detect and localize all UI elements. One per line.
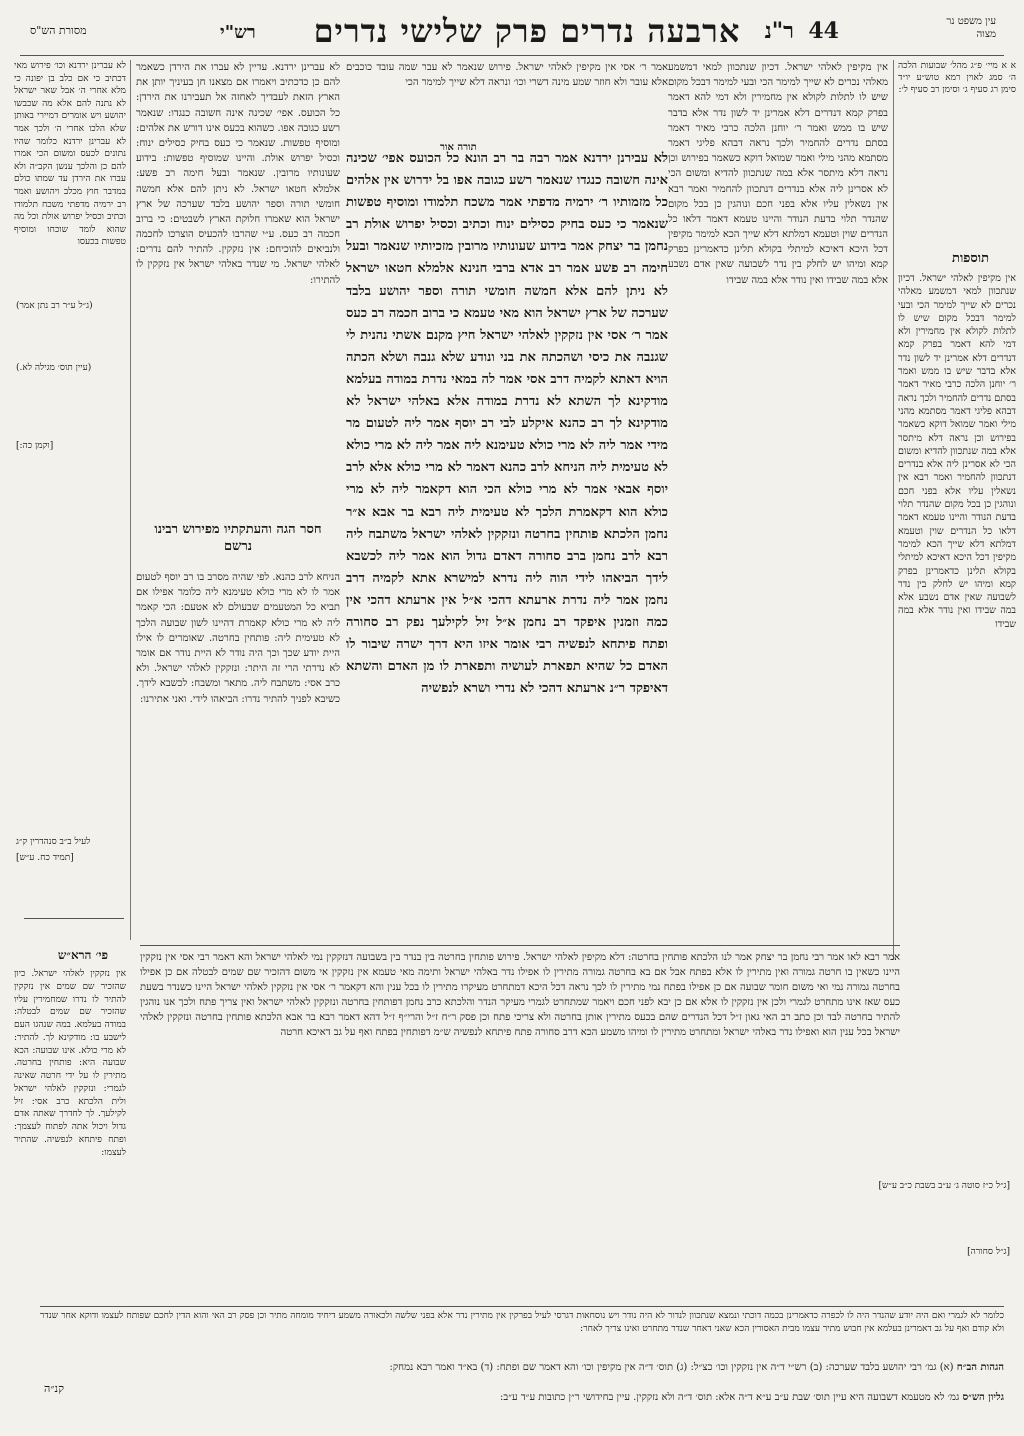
rashi-lower-column: הניחא לרב כהנא. לפי שהיה מסרב בו רב יוסף לטעום אמר לו לא מרי כולא טעימנא ליה כלומר אפילו אם תביא כל המטעמים שבעולם לא אטעם: הכי קאמר ליה לא מרי כולא קאמרת דהיינו לשון שבועה הלכך לא טעימית ליה: פותחין בחרטה. שאומרים לו אילו היית יודע שכך וכך היה נודר לא היית נודר אם אומר לא נדרתי הרי זה היתר: ונזקקין לאלהי ישראל. ולא כרב אסי: משתבח ליה. מתאר ומשבח: לכשבא לידך. כשיבא לפניך להתיר נדרו: הביאהו לידי. ואני אתירנו: [136,572,340,705]
margin-note: [וקמן כה:] [16,441,54,451]
masoret-hashas-label: מסורת הש"ס [30,24,87,37]
tosafot-heading: תוספות [952,251,989,266]
section-rule [140,945,900,946]
margin-note: (ג״ל ע״ר רב נתן אמר) [16,301,93,311]
rosh-heading: פי׳ הרא״ש [57,948,109,962]
margin-note: לעיל ב״ב סנהדרין ק״ג [16,837,91,847]
hagahot-section [40,1360,1004,1375]
ein-mishpat-label: עין משפט נר מצוה [946,16,996,40]
inner-commentary-column: אין מקיפין לאלהי ישראל. דכיון שנתכוון למאי דמשמע מאלהי נכרים לא שייך למימר הכי ובעי למימר דבכל מקום שיש לו לתלות לקולא אין מחמירין ולא דמי להא דאמר בפרק קמא דנדרים דלא אמרינן יד לשון נדר אלא בדבר שיש בו ממש ואמר ר׳ יוחנן הלכה כרבי מאיר דאמר בסתם נדרים להחמיר ולכך נראה דבהא פליגי דאמר מסתמא מהני מילי ואמר שמואל דוקא כשאמר בפירוש וכן נראה דלא מיתסר אלא במה שנתכוון להדיא ומשום הכי לא אסרינן ליה אלא בנדרים דנתכוון להחמיר ואמר רבא אין נשאלין עליו אלא בפני חכם ונוהגין כן בכל מקום שהנדר תלוי בדעת הנודר והיינו טעמא דאמר דלאו כל הנדרים שוין וטעמא דמלתא דלא שייך הכא למימר מקיפין דכל היכא דאיכא למיתלי בקולא תלינן כדאמרינן בפרק קמא ומיהו יש לחלק בין נדר לשבועה שאין אדם נשבע אלא במה שבידו ואין נודר אלא במה שבידו [668,62,888,286]
tosafot-text: אין מקיפין לאלהי ישראל. דכיון שנתכוון למאי דמשמע מאלהי נכרים לא שייך למימר הכי ובעי למימר דבכל מקום שיש לו לתלות לקולא אין מחמירין ולא דמי להא דאמר בפרק קמא דנדרים דלא אמרינן יד לשון נדר אלא בדבר שיש בו ממש ואמר ר׳ יוחנן הלכה כרבי מאיר דאמר בסתם נדרים להחמיר ולכך נראה דבהא פליגי דאמר מסתמא מהני מילי ואמר שמואל דוקא כשאמר בפירוש וכן נראה דלא מיתסר אלא במה שנתכוון להדיא ומשום הכי לא אסרינן ליה אלא בנדרים דנתכוון להחמיר ואמר רבא אין נשאלין עליו אלא בפני חכם ונוהגין כן בכל מקום שהנדר תלוי בדעת הנודר והיינו טעמא דאמר דלאו כל הנדרים שוין וטעמא דמלתא דלא שייך הכא למימר מקיפין דכל היכא דאיכא למיתלי בקולא תלינן כדאמרינן בפרק קמא ומיהו יש לחלק בין נדר לשבועה שאין אדם נשבע אלא במה שבידו ואין נודר אלא במה שבידו [898,273,1016,630]
rashi-missing-heading: חסר הגה והעתקתיו מפירוש רבינו נרשם [154,522,322,554]
signature-mark: קנ״ה [44,1382,64,1395]
header-rule [20,55,1004,56]
gilyon-section [40,1390,1004,1405]
section-rule [24,918,124,919]
ein-mishpat-gloss: א א מיי׳ פ״ג מהל׳ שבועות הלכה ה׳ סמג לאוין רמא טוש״ע יו״ד סימן רג סעיף ג׳ וסימן רב סעיף ל׳: [898,61,1016,96]
gilyon-label: גליון הש״ס [962,1392,1004,1403]
gemara-main-text: לא עבירנן ירדנא אמר רבה בר רב הונא כל הכועס אפי׳ שכינה אינה חשובה כנגדו שנאמר רשע כגובה אפו בל ידרוש אין אלהים כל מזמותיו ר׳ ירמיה מדפתי אמר משכח תלמודו ומוסיף טפשות שנאמר כי כעס בחיק כסילים ינוח וכתיב וכסיל יפרוש אולת רב נחמן בר יצחק אמר בידוע שעונותיו מרובין מזכיותיו שנאמר ובעל חימה רב פשע אמר רב אדא ברבי חנינא אלמלא חטאו ישראל לא ניתן להם אלא חמשה חומשי תורה וספר יהושע בלבד שערכה של ארץ ישראל הוא מאי טעמא כי ברוב חכמה רב כעס אמר ר׳ אסי אין נזקקין לאלהי ישראל חיץ מקנם אשתי נהנית לי שגנבה את כיסי ושהכתה את בני ונודע שלא גנבה ושלא הכתה הויא דאתא לקמיה דרב אסי אמר לה במאי נדרת במודה בעלמא מודקינא לך השתא לא נדרת במודה אלא באלהי ישראל לא מודקינא לך רב כהנא איקלע לבי רב יוסף אמר ליה לטעום מר מידי אמר ליה לא מרי כולא טעימנא ליה אמר ליה לא מרי כולא לא טעימית ליה הניחא לרב כהנא דאמר לא מרי כולא אלא לרב יוסף אבאי אמר לא מרי כולא הכי הוא דקאמר ליה לא מרי כולא הוא דקאמרת הלכך לא טעימית ליה רבא בר אבא א״ר נחמן הלכתא פותחין בחרטה ונזקקין לאלהי ישראל משתבח ליה רבא לרב נחמן ברב סחורה דאדם גדול הוא אמר ליה לכשבא לידך הביאהו לידי הוה ליה נדרא למישרא אתא לקמיה דרב נחמן אמר ליה נדרת ארעתא דהכי א״ל אין ארעתא דהכי אין כמה וזמנין איפקד רב נחמן א״ל זיל לקילעך נפק רב סחורה ופתח פיתחא לנפשיה רבי אומר איזו היא דרך ישרה שיבור לו האדם כל שהיא תפארת לעושיה ותפארת לו מן האדם והשתא דאיפקד ר״נ ארעתא דהכי לא נדרי ושרא לנפשיה [346,151,668,697]
gilyon-text: גמ׳ לא מטעמא דשבועה היא עיין תוס׳ שבת ע״ב ע״א ד״ה אלא: תוס׳ ד״ה ולא נזקקין. עיין בחידושי ר״ן כתובות ע״ד ע״ב: [500,1392,960,1403]
side-note: [ג״ל כ״ז סוטה ג׳ ע״ב בשבת כ״ב ע״ש] [878,1181,1010,1191]
footnotes: כלומר לא לגמרי ואם היה יודע שהנדר היה לו לכפרה כדאמרינן בכמה דוכתי ונמצא שנתכוון לנדור לא היה נודר ויש נוסחאות דגרסי לעיל בפרקין אין מתירין נדר אלא בפני שלשה ולכאורה משמע דיחיד מומחה מתיר וכן פסק רב האי והוא הדין לחכם שפותח לעצמו ודוקא אחר שנדר ולא קודם ואף על גב דאמרינן בעלמא אין חבוש מתיר עצמו מבית האסורין הכא שאני דאחר שנדר מתחרט ואינו צריך לאחר: [40,1311,1004,1335]
rosh-commentary: אין נזקקין לאלהי ישראל. כיון שהזכיר שם שמים אין נזקקין להתיר לו נדרו שמחמירין עליו שהזכיר שם שמים לבטלה: במודה בעלמא. במה שנהגו העם לישבע בו: מודקינא לך. להתיר: לא מרי כולא. אינו שבועה: הכא שבועה היא: פותחין בחרטה. מתירין לו על ידי חרטה שאינה לגמרי: ונזקקין לאלהי ישראל ולית הלכתא כרב אסי: זיל לקילעך. לך לחדרך שאתה אדם גדול ויכול אתה לפתוח לעצמך: ופתח פיתחא לנפשיה. שהתיר לעצמו: [14,969,126,1158]
rashi-label: רש"י [220,22,256,43]
column-rule [893,60,894,960]
footnote-rule [40,1306,1004,1307]
hagahot-text: (א) גמ׳ רבי יהושע בלבד שערכה: (ב) רש״י ד״ה אין נזקקין וכו׳ כצ״ל: (ג) תוס׳ ד״ה אין מקיפין וכו׳ והא דאמר שם ופתח: (ד) בא״ד ואמר רבא נמחק: [389,1362,954,1373]
bottom-commentary: אמר רבא לאו אמר רבי נחמן בר יצחק אמר לנו הלכתא פותחין בחרטה: דלא מקיפין לאלהי ישראל. פירוש פותחין בחרטה בין בנדר בין בשבועה דנזקקין נמי לאלהי ישראל והא דאמר רבי אסי אין נזקקין היינו כשאין בו חרטה גמורה ואין מתירין לו אלא בפתח אבל אם בא בחרטה גמורה מתירין לו אפילו נדר באלהי ישראל ותימה מאי טעמא אין נזקקין אי משום דהזכיר שם שמים לבטלה אם כן אפילו בחרטה גמורה נמי ואי משום חומר שבועה אם כן אפילו בפתח נמי מתירין לו לכך נראה דכל היכא דמתחרט מעיקרו מתירין לו בכל ענין והא דקאמר ר׳ אסי אין נזקקין לאלהי ישראל היינו כשנדר בשעת כעס שאז אינו מתחרט לגמרי ולכן אין נזקקין לו אלא אם כן יבא לפני חכם ויאמר שמתחרט לגמרי מעיקר הנדר והלכתא כרב נחמן דפותחין בחרטה ונזקקין לאלהי ישראל ואין צריך פתח ולכך אנו נוהגין להתיר בחרטה לבד וכן כתב רב האי גאון ז״ל דכל הנדרים שהם בכעס מתירין אותן בחרטה ולא צריכי פתח וכן פסק ר״ח ז״ל והרי״ף ז״ל דהא דאמר רבא בר אבא הלכתא פותחין בחרטה ונזקקין לאלהי ישראל בכל ענין הוא ואפילו נדר באלהי ישראל ומתחרט מתירין לו ומיהו משמע הכא דרב סחורה פתח פיתחא לנפשיה ש״מ דפותחין בפתח ואף על גב דאיכא חרטה [140,952,900,1038]
rashi-upper-column: לא עברינן ירדנא. עדיין לא עברו את הירדן כשאמר להם כן כדכתיב ויאמרו אם מצאנו חן בעיניך יותן את הארץ הזאת לעבדיך לאחזה אל תעבירנו את הירדן: כל הכועס. אפי׳ שכינה אינה חשובה כנגדו: שנאמר רשע כגובה אפו. כשהוא בכעס אינו דורש את אלהים: ומוסיף טפשות. שנאמר כי כעס בחיק כסילים ינוח: וכסיל יפרוש אולת. והיינו שמוסיף טפשות: בידוע שעונותיו מרובין. שנאמר ובעל חימה רב פשע: אלמלא חטאו ישראל. לא ניתן להם אלא חמשה חומשי תורה וספר יהושע בלבד שערכה של ארץ ישראל הוא שאמרו חלוקת הארץ לשבטים: כי ברוב חכמה רב כעס. ע״י שהרבו להכעיס הוצרכו לחכמה ולנביאים להוכיחם: אין נזקקין. להתיר להם נדרים: לאלהי ישראל. מי שנדר באלהי ישראל אין נזקקין לו להתירו: [136,62,340,286]
margin-note: (עיין תוס׳ מגילה לא.) [16,363,92,373]
page-number: 44 [808,18,839,44]
hagahot-label: הגהות הב״ח [956,1362,1004,1373]
gemara-top-commentary: אמר ר׳ אסי אין מקיפין לאלהי ישראל. פירוש שנאמר לא עבר שמה עובד כוכבים אלא עובר ולא חוזר שמע מינה דשרי וכו׳ ונראה דלא שייך למימר הכי [346,62,668,88]
page-header [20,12,1004,52]
folio-label: ר"נ [764,18,794,44]
column-rule [130,60,131,940]
torah-or-label: תורה אור [440,142,477,153]
masoret-margin-column: לא עברינן ירדנא וכו׳ פירוש מאי דכתיב כי אם כלב בן יפונה כי מלא אחרי ה׳ אבל שאר ישראל לא נתנה להם אלא מה שכבשו יהושע ויש אומרים דמיירי באותן שלא הלכו אחרי ה׳ ולכך אמר לא עברינן ירדנא כלומר שהיו נתונים לכעס ומשום הכי אמרו להם כן והלכך ענשן הקב״ה ולא עברו את הירדן עד שמתו כולם במדבר חוץ מכלב ויהושע ואמר רב ירמיה מדפתי משכח תלמודו וכתיב וכסיל יפרוש אולת וכל מה שהוא לומד שוכחו ומוסיף טפשות בכעסו [14,61,126,248]
page-title: ארבעה נדרים פרק שלישי נדרים [313,12,741,50]
margin-note: [תמיד כח. ע״ש] [16,853,74,863]
side-note: [ג״ל סחורה] [967,1247,1010,1257]
